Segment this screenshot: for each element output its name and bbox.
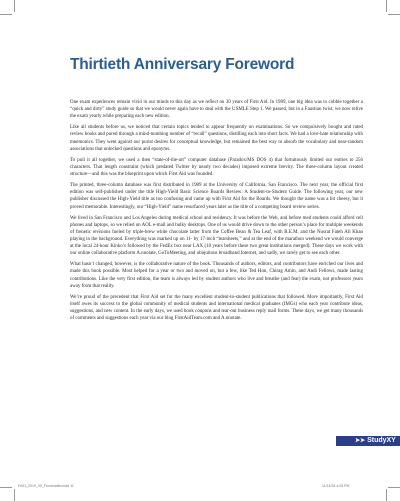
paragraph: To pull it all together, we used a then “state-of-the-art” computer database (Paradox/MS DOS 4) that fortuitously limited our entries to 256 characters. That length constraint (which predated Twitter by nearly two decades) imposed extreme brevity. The three-column layout created structure—and this was the blueprint upon which First Aid was founded. <box>70 157 363 178</box>
crop-mark <box>388 14 400 15</box>
paragraph: The printed, three-column database was first distributed in 1989 at the University of California, San Francisco. The next year, the official first edition was self-published under the title High-Yield Basic Science Boards Review: A Student-to-Student Guide. The following year, our new publisher discussed the High-Yield title as too confusing and came up with First Aid for the Boards. We thought the name was a bit cheesy, but it proved memorable. Interestingly, our “High-Yield” name resurfaced years later as the title of a competing board review series. <box>70 183 363 210</box>
page-title: Thirtieth Anniversary Foreword <box>70 56 295 73</box>
footer-file-name: FA01_2019_00_Frontmatter.indd 11 <box>18 484 74 488</box>
brand-logo <box>355 436 396 446</box>
crop-mark <box>14 0 15 12</box>
footer-timestamp: 11/14/18 4:05 PM <box>322 484 350 488</box>
paragraph: We’re proud of the precedent that First Aid set for the many excellent student-to-student publications that followed. More importantly, First Aid itself owes its success to the global community of medical students and international medical graduates (IMGs) who each year contribute ideas, suggestions, and new content. In the early days, we used book coupons and tear-out business reply mail forms. These days, we get many thousands of comments and suggestions each year via our blog FirstAidTeam.com and A.nnotate. <box>70 294 363 322</box>
paragraph: What hasn’t changed, however, is the collaborative nature of the book. Thousands of authors, editors, and contributors have enriched our lives and made this book possible. Most helped for a year or two and moved on, but a few, like Ted Hon, Chirag Amin, and Andi Fellows, made lasting contributions. Like the very first edition, the team is always led by student authors who live and breathe (and fear) the exam, not professors years away from that reality. <box>70 262 363 289</box>
foreword-body <box>70 99 363 326</box>
paragraph: We lived in San Francisco and Los Angeles during medical school and residency. It was before the Web, and before med students could afford cell phones and laptops, so we relied on AOL e-mail and bulky desktops. One of us would drive down to the other person’s place for multiple weekends of frenetic revisions fueled by triple-brew white chocolate latter from the Coffee Bean & Tea Leaf, with R.E.M. and the Nusrat Fateh Ali Khan playing in the background. Everything was marked up on 11- by 17-inch “tearsheets,” and at the end of the marathon weekend we would converge at the local 24-hour Kinko’s followed by the FedEx box near LAX (10 years before these two great institutions merged). These days we work with our online collaborative platform A.nnotate, GoToMeeting, and ubiquitous broadband Internet, and sadly, we rarely get to see each other. <box>70 215 363 257</box>
paragraph: Like all students before us, we noticed that certain topics tended to appear frequently on examinations. So we compulsively bought and rated review books and pored through a mind-numbing number of “recall” questions, distilling each into short facts. We had a love-hate relationship with mnemonics. They went against our purist desires for conceptual knowledge, but remained the best way to absorb the vocabulary and near-random associations that unlocked questions and eponyms. <box>70 125 363 152</box>
crop-mark <box>386 489 387 501</box>
crop-mark <box>14 489 15 501</box>
paragraph: One exam experiences remain vivid in our minds to this day as we reflect on 30 years of First Aid. In 1989, one big idea was to cobble together a “quick and dirty” study guide so that we would never again have to deal with the USMLE Step 1. We passed, but in a Faustian twist, we now relive the exam yearly while preparing each new edition. <box>70 100 363 120</box>
crop-mark <box>388 487 400 488</box>
crop-mark <box>0 14 12 15</box>
crop-mark <box>0 487 12 488</box>
double-arrow-icon: ➤➤ <box>355 438 366 444</box>
crop-mark <box>386 0 387 12</box>
brand-name: StudyXY <box>367 437 396 444</box>
